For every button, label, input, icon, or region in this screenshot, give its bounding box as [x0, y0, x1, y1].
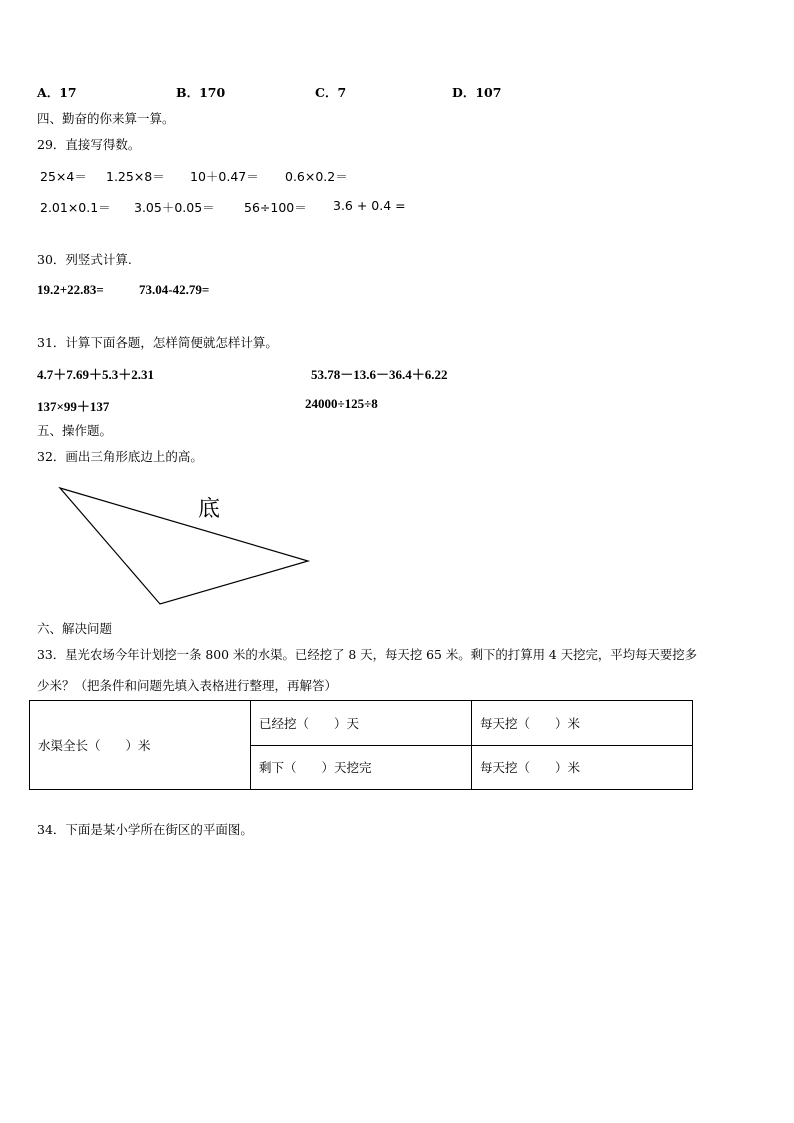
q29-item-2: 1.25×8＝ — [106, 169, 165, 184]
table-cell-per-day-remaining[interactable]: 每天挖（ ）米 — [472, 745, 693, 790]
option-d: D．107 — [452, 85, 502, 100]
option-a: A．17 — [37, 85, 77, 100]
q29-item-8: 3.6 + 0.4 = — [333, 198, 406, 213]
q30-item-2: 73.04-42.79= — [139, 282, 210, 297]
q31-item-2: 53.78－13.6－36.4＋6.22 — [311, 367, 448, 382]
q33-table — [29, 700, 693, 790]
q29-item-7: 56÷100＝ — [244, 200, 307, 215]
q30-item-1: 19.2+22.83= — [37, 282, 104, 297]
q31-item-4: 24000÷125÷8 — [305, 396, 378, 411]
q31-item-3: 137×99＋137 — [37, 399, 110, 414]
q29-item-4: 0.6×0.2＝ — [285, 169, 348, 184]
option-b: B．170 — [176, 85, 226, 100]
option-c: C．7 — [315, 85, 347, 100]
table-cell-per-day-dug[interactable]: 每天挖（ ）米 — [472, 701, 693, 746]
triangle-base-label: 底 — [198, 497, 221, 522]
section-4-heading: 四、勤奋的你来算一算。 — [37, 111, 175, 126]
table-cell-days-dug[interactable]: 已经挖（ ）天 — [251, 701, 472, 746]
table-cell-remaining-days[interactable]: 剩下（ ）天挖完 — [251, 745, 472, 790]
q33-text-line-2: 少米？（把条件和问题先填入表格进行整理，再解答） — [37, 678, 338, 693]
q29-item-6: 3.05＋0.05＝ — [134, 200, 215, 215]
triangle-shape — [60, 488, 308, 604]
q29-title: 29．直接写得数。 — [37, 137, 141, 152]
q31-title: 31．计算下面各题，怎样简便就怎样计算。 — [37, 335, 278, 350]
q33-text-line-1: 33．星光农场今年计划挖一条 800 米的水渠。已经挖了 8 天，每天挖 65 米。剩下的打算用 4 天挖完，平均每天要挖多 — [37, 647, 698, 662]
q34-title: 34．下面是某小学所在街区的平面图。 — [37, 822, 253, 837]
q29-item-3: 10＋0.47＝ — [190, 169, 259, 184]
q29-item-1: 25×4＝ — [40, 169, 87, 184]
section-6-heading: 六、解决问题 — [37, 621, 113, 636]
q32-title: 32．画出三角形底边上的高。 — [37, 449, 203, 464]
q31-item-1: 4.7＋7.69＋5.3＋2.31 — [37, 367, 155, 382]
table-cell-total-length[interactable]: 水渠全长（ ）米 — [30, 701, 251, 790]
q30-title: 30．列竖式计算. — [37, 252, 132, 267]
q29-item-5: 2.01×0.1＝ — [40, 200, 111, 215]
section-5-heading: 五、操作题。 — [37, 423, 113, 438]
